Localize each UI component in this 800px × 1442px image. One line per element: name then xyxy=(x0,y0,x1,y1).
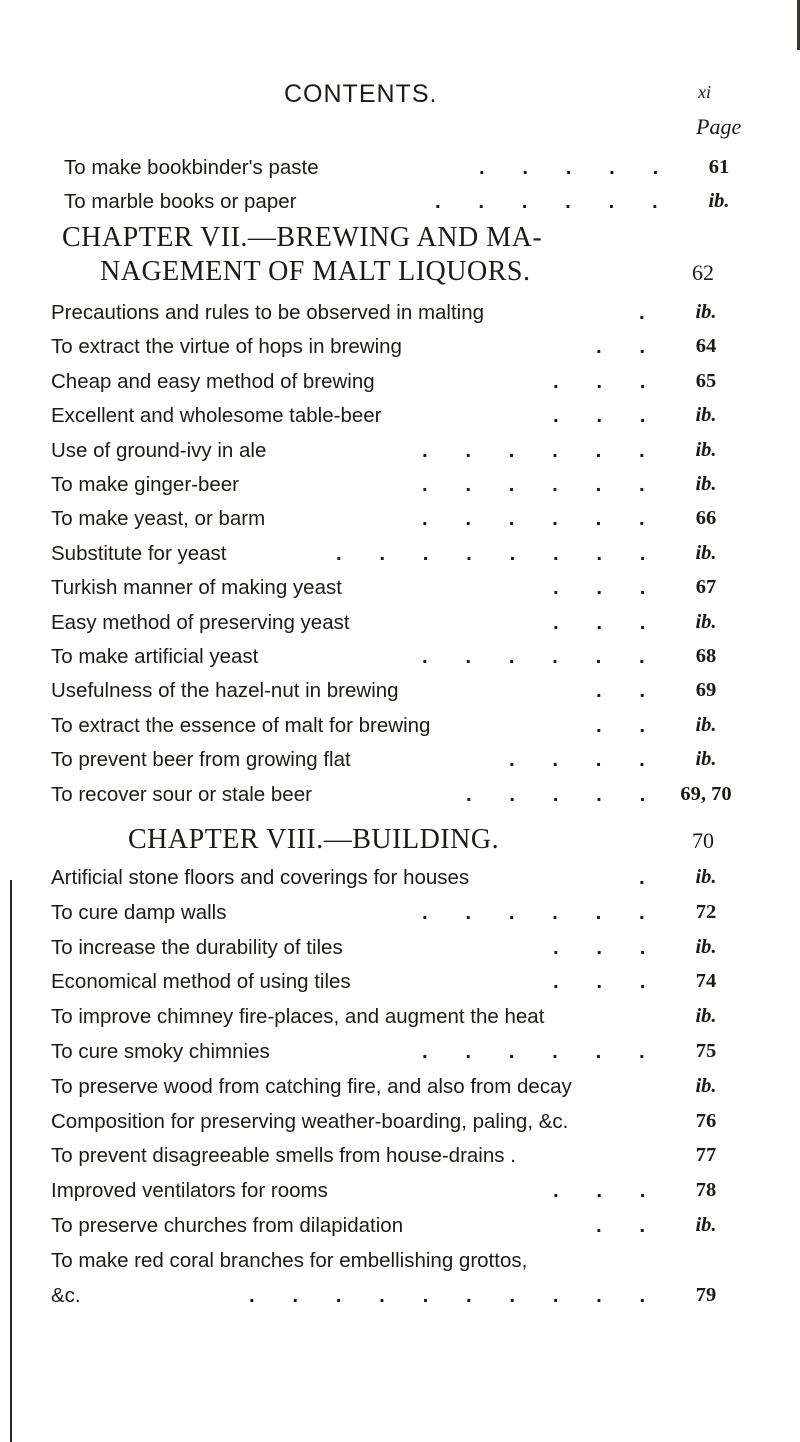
toc-entry-title: To extract the essence of malt for brewing xyxy=(51,713,431,737)
toc-entry-page: 79 xyxy=(695,1283,717,1306)
toc-entry xyxy=(51,679,741,713)
toc-leader-dots: . . . xyxy=(553,935,662,959)
toc-entry-page: 78 xyxy=(695,1179,717,1202)
toc-entry-title: To preserve wood from catching fire, and also from decay xyxy=(51,1074,572,1098)
toc-entry xyxy=(51,1214,741,1248)
toc-leader-dots: . . . . xyxy=(509,748,661,772)
toc-entry-page: ib. xyxy=(695,1074,717,1097)
toc-entry xyxy=(64,156,754,190)
toc-entry-page: ib. xyxy=(695,541,717,564)
toc-entry-page: 67 xyxy=(695,576,717,599)
toc-leader-dots: . . xyxy=(596,679,662,703)
toc-entry-title: To marble books or paper xyxy=(64,190,297,213)
toc-entry-page: ib. xyxy=(695,610,717,633)
toc-entry xyxy=(51,866,741,900)
toc-entry-page: 72 xyxy=(695,900,717,923)
toc-leader-dots: . . . . . . xyxy=(422,473,661,496)
toc-entry-page: ib. xyxy=(695,935,717,958)
toc-entry xyxy=(51,370,741,404)
toc-entry-title: Excellent and wholesome table-beer xyxy=(51,404,382,428)
chapter-8-heading: CHAPTER VIII.—BUILDING. xyxy=(128,824,500,855)
toc-leader-dots: . . . . . . xyxy=(422,1040,661,1063)
toc-entry-page: ib. xyxy=(695,404,717,427)
toc-entry xyxy=(51,748,741,782)
toc-entry-title: To recover sour or stale beer xyxy=(51,782,312,806)
toc-entry xyxy=(51,404,741,438)
toc-leader-dots: . . . xyxy=(553,610,662,634)
toc-entry xyxy=(51,714,741,748)
toc-entry-title: Economical method of using tiles xyxy=(51,970,351,994)
toc-entry xyxy=(51,1179,741,1213)
toc-entry-page: 65 xyxy=(695,369,717,392)
toc-entry-page: ib. xyxy=(695,1214,717,1236)
toc-entry xyxy=(51,1110,741,1144)
toc-leader-dots: . . xyxy=(596,1214,662,1237)
toc-entry-title: &c. xyxy=(51,1283,81,1307)
toc-entry-title: To increase the durability of tiles xyxy=(51,935,343,959)
toc-entry-page: ib. xyxy=(695,473,717,495)
toc-entry-title: Use of ground-ivy in ale xyxy=(51,438,267,462)
toc-entry xyxy=(51,1075,741,1109)
toc-entry xyxy=(51,1040,741,1074)
toc-entry-title: Easy method of preserving yeast xyxy=(51,610,350,634)
toc-entry xyxy=(51,542,741,576)
toc-entry-title: Substitute for yeast xyxy=(51,541,227,565)
folio-number: xi xyxy=(698,82,711,102)
toc-leader-dots: . . xyxy=(596,713,662,737)
toc-entry-title: To cure smoky chimnies xyxy=(51,1040,270,1063)
toc-entry xyxy=(51,783,741,817)
toc-entry xyxy=(51,936,741,970)
toc-entry-title: To make bookbinder's paste xyxy=(64,156,319,179)
toc-entry-title: To make red coral branches for embellishing grottos, xyxy=(51,1248,528,1272)
toc-entry xyxy=(51,645,741,679)
toc-entry-title: To extract the virtue of hops in brewing xyxy=(51,335,402,359)
toc-entry-title: Usefulness of the hazel-nut in brewing xyxy=(51,679,399,703)
toc-leader-dots: . . . xyxy=(553,369,662,393)
toc-entry xyxy=(51,576,741,610)
toc-entry xyxy=(51,301,741,335)
chapter-7-page: 62 xyxy=(692,260,714,285)
toc-leader-dots: . . . . . xyxy=(466,782,662,806)
toc-leader-dots: . . . . . . . . . . xyxy=(249,1283,662,1307)
toc-leader-dots: . . . . . . xyxy=(435,190,674,213)
toc-entry-page: 69 xyxy=(695,679,717,702)
toc-entry-page: ib. xyxy=(708,190,730,212)
toc-leader-dots: . . . xyxy=(553,576,662,600)
toc-leader-dots: . xyxy=(639,866,661,889)
toc-entry xyxy=(51,611,741,645)
toc-entry-page: ib. xyxy=(695,866,717,888)
toc-entry-title: Precautions and rules to be observed in malting xyxy=(51,301,485,324)
toc-entry-title: Improved ventilators for rooms xyxy=(51,1179,328,1203)
toc-entry-page: 77 xyxy=(695,1144,717,1167)
toc-entry-page: 69, 70 xyxy=(680,782,732,805)
toc-leader-dots: . xyxy=(639,301,661,324)
toc-entry xyxy=(64,190,754,224)
toc-entry-page: 66 xyxy=(695,507,717,530)
chapter-8-page: 70 xyxy=(692,828,714,853)
toc-entry-page: 61 xyxy=(708,156,730,178)
toc-entry xyxy=(51,507,741,541)
toc-entry-page: 68 xyxy=(695,645,717,667)
toc-entry-title: To make yeast, or barm xyxy=(51,507,266,531)
toc-leader-dots: . . . xyxy=(553,970,662,994)
toc-entry-title: Composition for preserving weather-boarding, paling, &c. xyxy=(51,1109,569,1133)
toc-entry-page: ib. xyxy=(695,748,717,771)
toc-entry-page: ib. xyxy=(695,301,717,323)
toc-leader-dots: . . . . . xyxy=(479,156,675,179)
toc-entry-page: 74 xyxy=(695,970,717,993)
toc-entry xyxy=(51,1249,741,1283)
toc-leader-dots: . . . . . . xyxy=(422,900,661,924)
toc-entry-title: To preserve churches from dilapidation xyxy=(51,1214,404,1237)
toc-entry-page: ib. xyxy=(695,713,717,736)
toc-entry-title: Cheap and easy method of brewing xyxy=(51,369,375,393)
toc-leader-dots: . . . xyxy=(553,1179,662,1203)
toc-leader-dots: . . . . . . xyxy=(422,645,661,668)
chapter-7-heading-line2: NAGEMENT OF MALT LIQUORS. xyxy=(100,256,531,287)
toc-entry-title: To make artificial yeast xyxy=(51,645,259,668)
toc-leader-dots: . . . . . . . . xyxy=(336,541,662,565)
toc-leader-dots: . . xyxy=(596,335,662,359)
toc-leader-dots: . . . xyxy=(553,404,662,428)
toc-entry-title: To cure damp walls xyxy=(51,900,227,924)
toc-entry xyxy=(51,439,741,473)
toc-leader-dots: . . . . . . xyxy=(422,507,661,531)
toc-entry-page: 64 xyxy=(695,335,717,358)
toc-entry xyxy=(51,901,741,935)
toc-entry xyxy=(51,970,741,1004)
toc-entry-title: To improve chimney fire-places, and augment the heat xyxy=(51,1005,545,1029)
chapter-7-heading-line1: CHAPTER VII.—BREWING AND MA- xyxy=(62,222,543,253)
toc-entry xyxy=(51,335,741,369)
toc-entry-title: To prevent beer from growing flat xyxy=(51,748,351,772)
toc-entry-page: ib. xyxy=(695,1005,717,1028)
toc-entry-page: ib. xyxy=(695,438,717,461)
toc-entry-title: Artificial stone floors and coverings for houses xyxy=(51,866,470,889)
running-title: CONTENTS. xyxy=(284,80,438,108)
toc-entry-title: To make ginger-beer xyxy=(51,473,240,496)
toc-entry xyxy=(51,1284,741,1318)
page-column-label: Page xyxy=(696,114,742,139)
toc-entry-page: 75 xyxy=(695,1040,717,1062)
toc-entry-page: 76 xyxy=(695,1109,717,1132)
toc-leader-dots: . . . . . . xyxy=(422,438,661,462)
toc-entry xyxy=(51,1144,741,1178)
toc-entry xyxy=(51,1005,741,1039)
gutter-rule xyxy=(10,880,12,1442)
toc-entry xyxy=(51,473,741,507)
toc-entry-title: To prevent disagreeable smells from house-drains . xyxy=(51,1144,516,1168)
toc-entry-title: Turkish manner of making yeast xyxy=(51,576,342,600)
